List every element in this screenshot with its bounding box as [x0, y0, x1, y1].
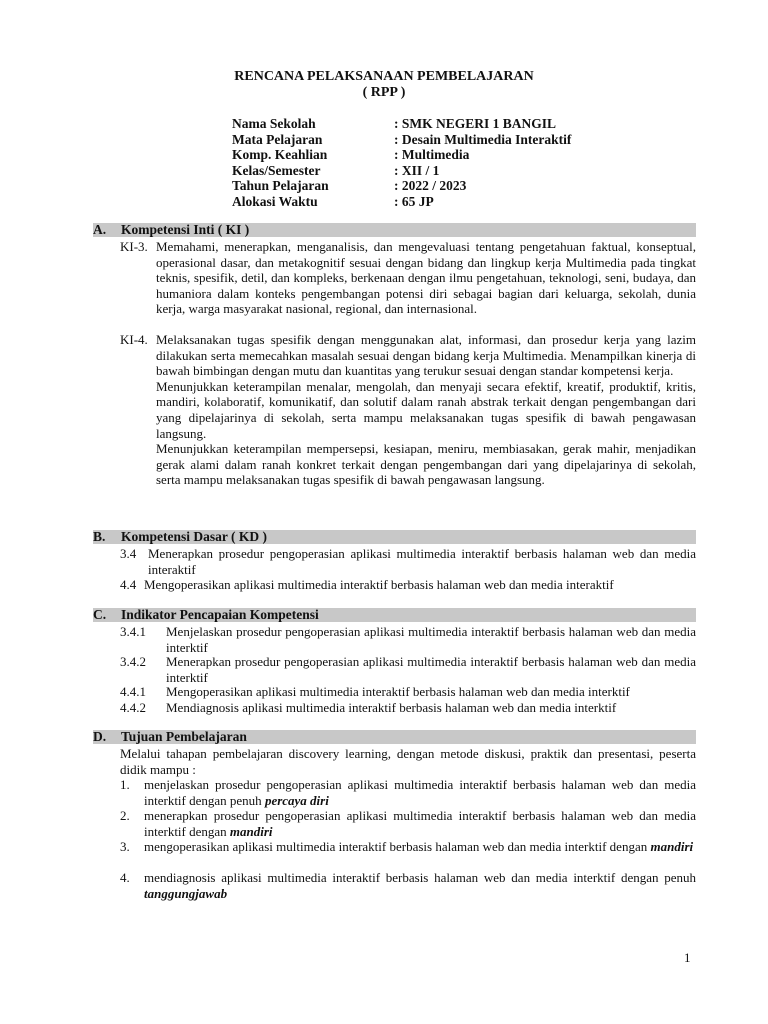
ipk-number: 4.4.1 — [120, 684, 146, 699]
ipk-number: 4.4.2 — [120, 700, 146, 715]
tujuan-text — [144, 777, 696, 808]
info-row — [232, 163, 571, 179]
kd-text: Mengoperasikan aplikasi multimedia interaktif berbasis halaman web dan media interaktif — [144, 577, 614, 592]
info-value: : 2022 / 2023 — [394, 178, 467, 193]
ki-paragraph: Menunjukkan keterampilan menalar, mengolah, dan menyaji secara efektif, kreatif, produktif, kritis, mandiri, kolaboratif, komunikatif, dan solutif dalam ranah abstrak terkait dengan pengembangan dari yang dipelajarinya di sekolah, serta mampu melaksanakan tugas spesifik di bawah pengawasan langsung. — [156, 378, 696, 441]
info-value: : SMK NEGERI 1 BANGIL — [394, 116, 557, 131]
tujuan-number: 1. — [120, 777, 130, 792]
info-row — [232, 178, 571, 194]
info-row — [232, 194, 571, 210]
tujuan-text — [144, 870, 696, 901]
tujuan-emphasis: percaya diri — [264, 792, 329, 808]
ki-paragraph: Memahami, menerapkan, menganalisis, dan mengevaluasi tentang pengetahuan faktual, konseptual, operasional dasar, dan metakognitif sesuai dengan bidang dan lingkup kerja Multimedia pada tingkat teknis, spesifik, detil, dan kompleks, berkenaan dengan ilmu pengetahuan, teknologi, seni, budaya, dan humaniora dalam konteks pengembangan potensi diri sebagai bagian dari keluarga, sekolah, dunia kerja, warga masyarakat nasional, regional, dan internasional. — [156, 239, 696, 317]
tujuan-number: 2. — [120, 808, 130, 823]
tujuan-text-body: menerapkan prosedur pengoperasian aplikasi multimedia interaktif berbasis halaman web dan media interktif dengan — [144, 808, 696, 839]
tujuan-text-body: mendiagnosis aplikasi multimedia interaktif berbasis halaman web dan media interktif dengan penuh — [144, 870, 696, 885]
ipk-text: Mendiagnosis aplikasi multimedia interaktif berbasis halaman web dan media interktif — [166, 700, 617, 715]
ipk-number: 3.4.2 — [120, 654, 146, 669]
info-row — [232, 116, 571, 132]
section-letter: A. — [93, 222, 107, 237]
info-label: Kelas/Semester — [232, 162, 321, 178]
ki-code: KI-3. — [120, 239, 148, 254]
section-heading-ipk — [93, 608, 696, 622]
tujuan-text-body: mengoperasikan aplikasi multimedia interaktif berbasis halaman web dan media interktif dengan — [144, 839, 648, 854]
section-letter: D. — [93, 729, 107, 744]
kd-text: Menerapkan prosedur pengoperasian aplikasi multimedia interaktif berbasis halaman web dan media interaktif — [148, 546, 696, 577]
info-value: : XII / 1 — [394, 162, 440, 178]
section-letter: C. — [93, 607, 107, 622]
section-title: Indikator Pencapaian Kompetensi — [121, 607, 319, 622]
kd-number: 3.4 — [120, 546, 137, 561]
tujuan-text — [144, 839, 696, 855]
ipk-text: Mengoperasikan aplikasi multimedia interaktif berbasis halaman web dan media interktif — [166, 684, 630, 699]
ipk-number: 3.4.1 — [120, 624, 146, 639]
info-value: : 65 JP — [394, 193, 434, 209]
info-value: : Multimedia — [394, 147, 470, 162]
tujuan-number: 3. — [120, 839, 130, 854]
tujuan-intro: Melalui tahapan pembelajaran discovery learning, dengan metode diskusi, praktik dan presentasi, peserta didik mampu : — [120, 746, 696, 777]
ki-paragraph: Melaksanakan tugas spesifik dengan menggunakan alat, informasi, dan prosedur kerja yang lazim dilakukan serta memecahkan masalah sesuai dengan bidang kerja Multimedia. Menampilkan kinerja di bawah bimbingan dengan mutu dan kuantitas yang terukur sesuai dengan standar kompetensi kerja. — [156, 332, 696, 379]
info-row — [232, 132, 571, 148]
section-heading-tujuan — [93, 730, 696, 744]
section-title: Kompetensi Inti ( KI ) — [121, 222, 250, 237]
ipk-text: Menjelaskan prosedur pengoperasian aplikasi multimedia interaktif berbasis halaman web dan media interktif — [166, 624, 696, 655]
info-label: Mata Pelajaran — [232, 131, 323, 147]
info-label: Alokasi Waktu — [232, 193, 318, 209]
section-letter: B. — [93, 529, 106, 544]
info-value: : Desain Multimedia Interaktif — [394, 131, 572, 147]
info-row — [232, 147, 571, 163]
tujuan-emphasis: mandiri — [650, 839, 694, 854]
info-label: Tahun Pelajaran — [232, 178, 329, 193]
kd-number: 4.4 — [120, 577, 137, 592]
section-heading-ki — [93, 223, 696, 237]
ki-code: KI-4. — [120, 332, 148, 347]
ki-body — [156, 239, 696, 317]
tujuan-emphasis: mandiri — [229, 823, 273, 839]
page-number: 1 — [684, 950, 691, 965]
document-title: RENCANA PELAKSANAAN PEMBELAJARAN — [234, 69, 534, 84]
document-subtitle: ( RPP ) — [362, 85, 406, 100]
section-heading-kd — [93, 530, 696, 544]
info-label: Nama Sekolah — [232, 116, 316, 131]
tujuan-emphasis: tanggungjawab — [144, 885, 228, 901]
info-label: Komp. Keahlian — [232, 147, 328, 162]
ipk-text: Menerapkan prosedur pengoperasian aplikasi multimedia interaktif berbasis halaman web dan media interktif — [166, 654, 696, 685]
identity-table — [232, 116, 571, 209]
tujuan-number: 4. — [120, 870, 130, 885]
section-title: Kompetensi Dasar ( KD ) — [121, 529, 267, 544]
tujuan-text — [144, 808, 696, 839]
ki-paragraph: Menunjukkan keterampilan mempersepsi, kesiapan, meniru, membiasakan, gerak mahir, menjadikan gerak alami dalam ranah konkret terkait dengan pengembangan dari yang dipelajarinya di sekolah, serta mampu melaksanakan tugas spesifik di bawah pengawasan langsung. — [156, 441, 696, 488]
section-title: Tujuan Pembelajaran — [121, 729, 247, 744]
tujuan-text-body: menjelaskan prosedur pengoperasian aplikasi multimedia interaktif berbasis halaman web dan media interktif dengan penuh — [144, 777, 696, 808]
ki-body — [156, 332, 696, 488]
